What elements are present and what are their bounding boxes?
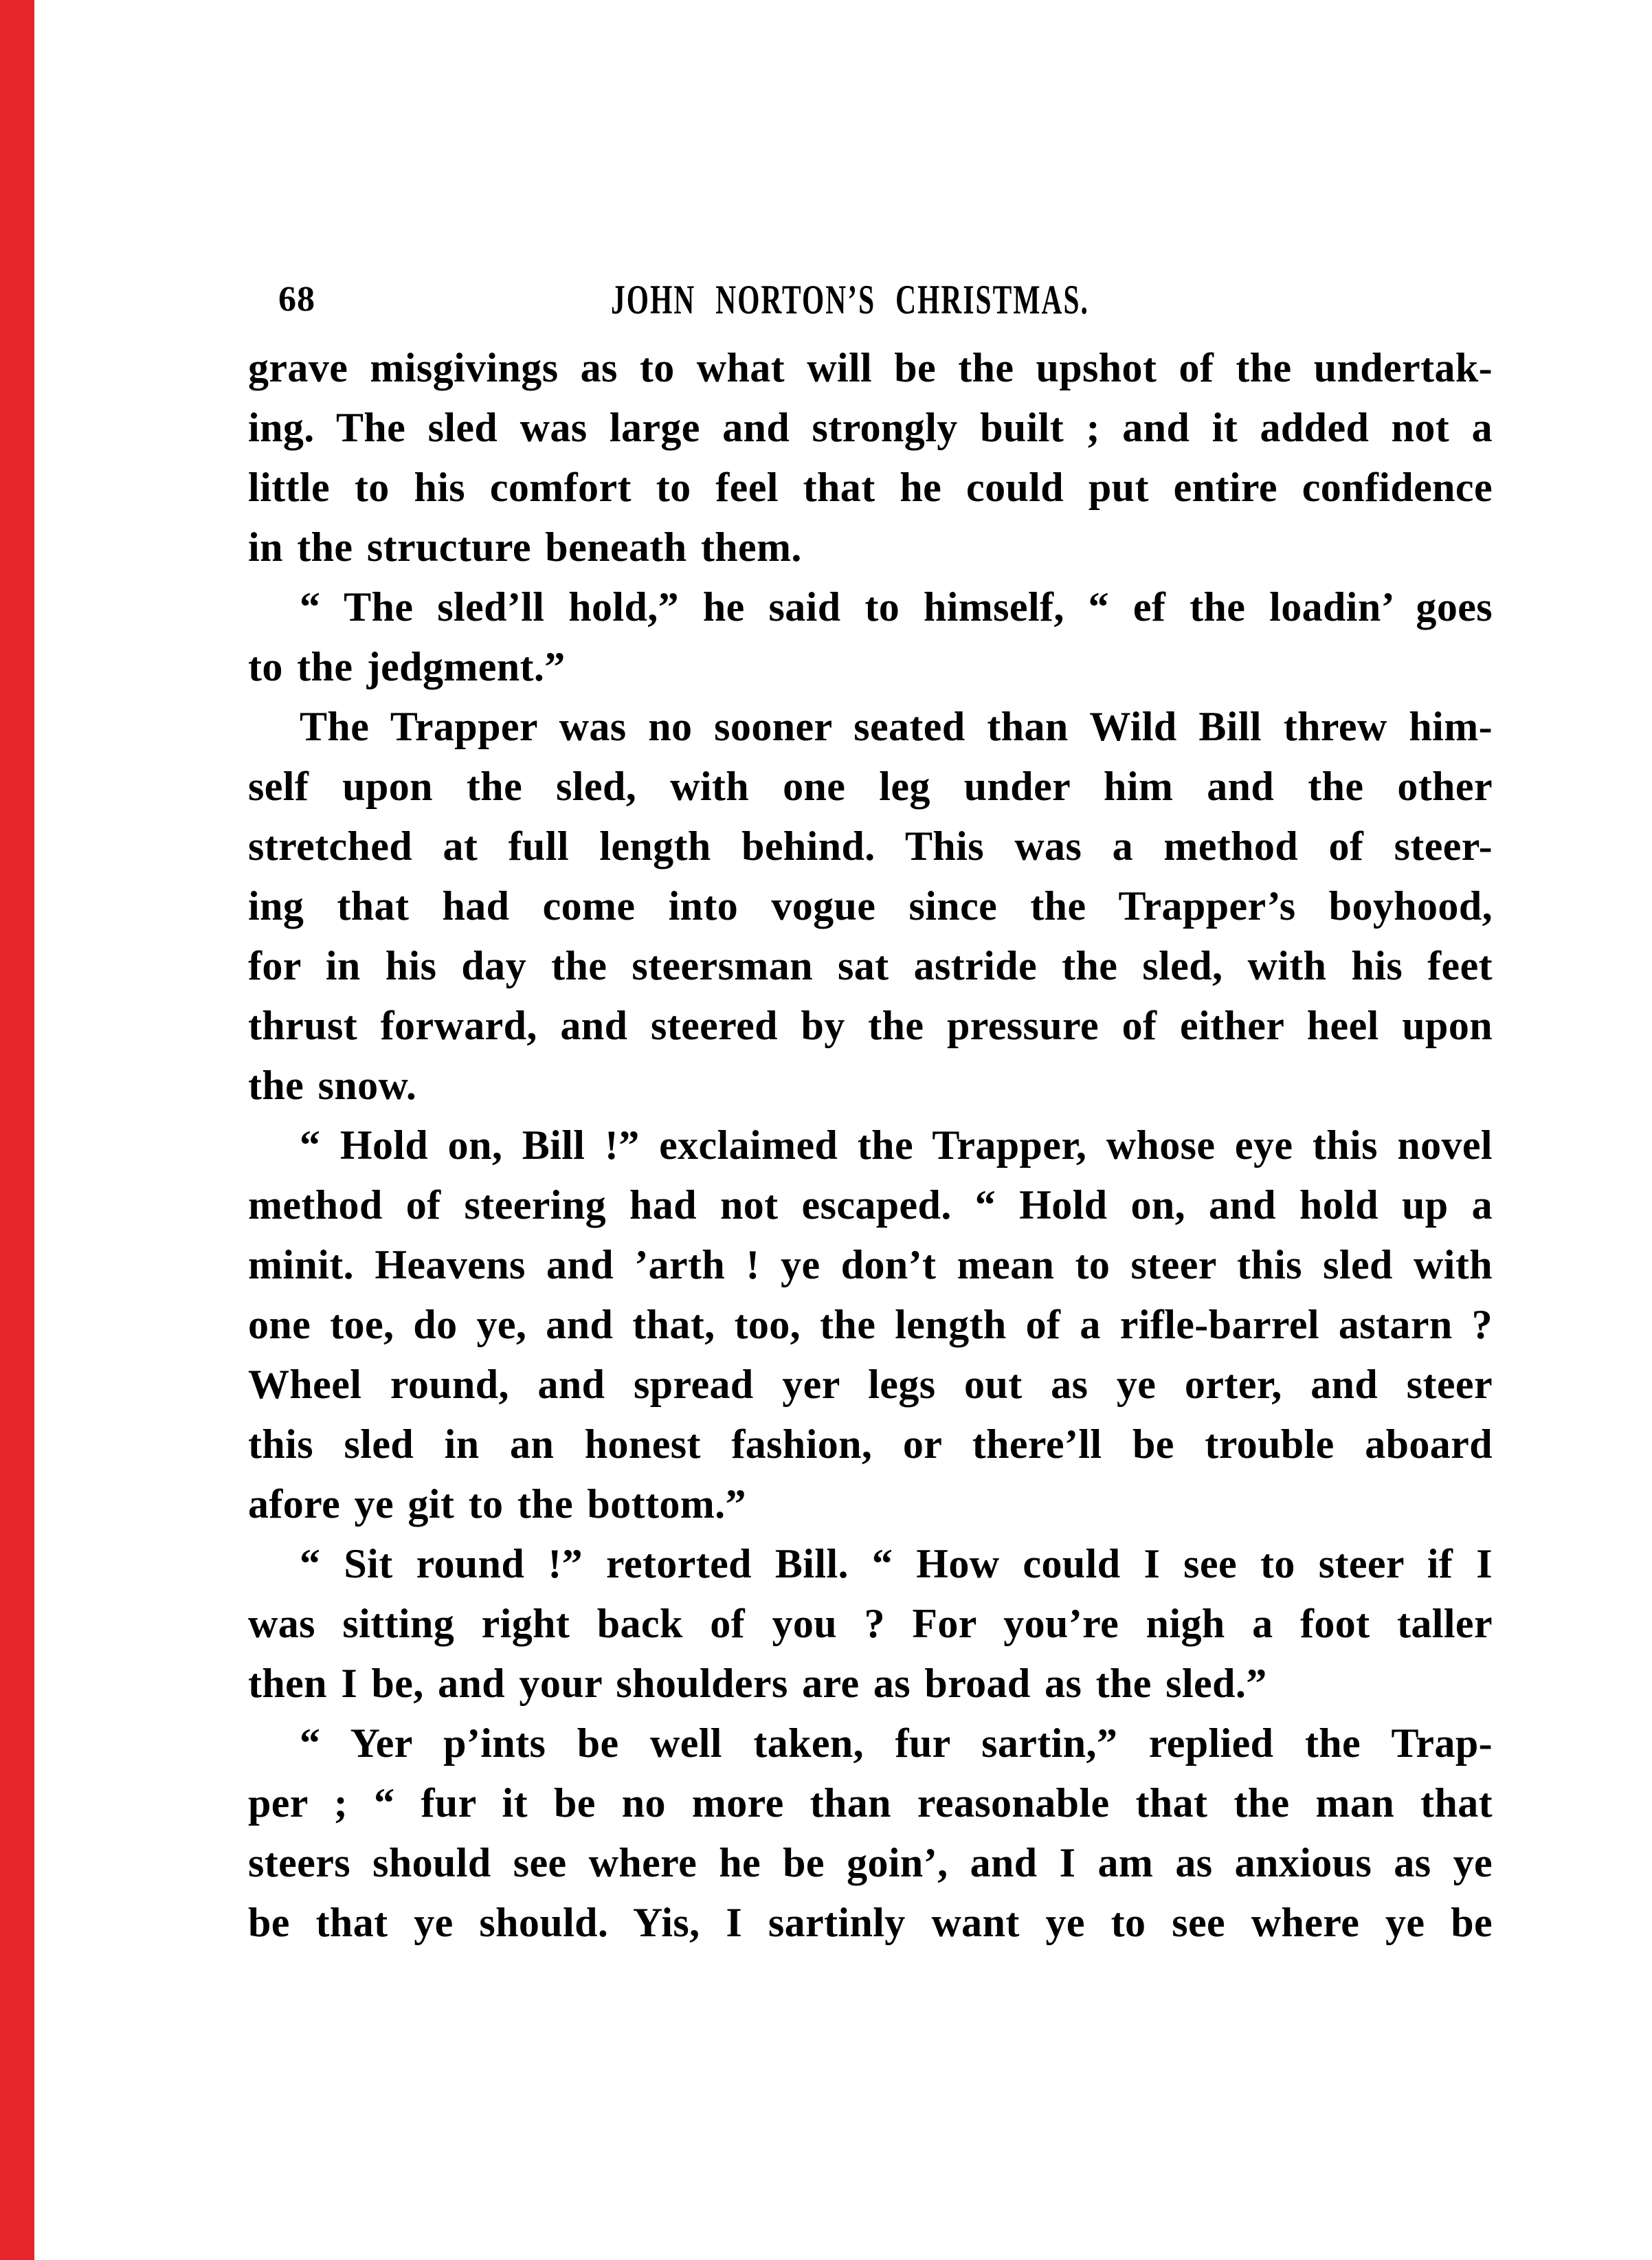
scan-edge-stripe xyxy=(0,0,34,2260)
running-title-wrap xyxy=(503,279,1196,320)
text-line: steers should see where he be goin’, and I am as anxious as ye xyxy=(248,1840,1493,1885)
text-line: was sitting right back of you ? For you’re nigh a foot taller xyxy=(248,1601,1493,1646)
page-number: 68 xyxy=(278,280,315,319)
text-line: ing. The sled was large and strongly built ; and it added not a xyxy=(248,405,1493,450)
text-line: thrust forward, and steered by the pressure of either heel upon xyxy=(248,1003,1493,1048)
text-line: for in his day the steersman sat astride the sled, with his feet xyxy=(248,943,1493,988)
text-line: in the structure beneath them. xyxy=(248,524,802,570)
text-line: The Trapper was no sooner seated than Wild Bill threw him- xyxy=(300,704,1493,749)
text-line: self upon the sled, with one leg under him and the other xyxy=(248,764,1493,809)
text-line: then I be, and your shoulders are as broad as the sled.” xyxy=(248,1661,1267,1706)
page-body-text xyxy=(248,338,1493,1953)
text-line: the snow. xyxy=(248,1063,417,1108)
text-line: one toe, do ye, and that, too, the length of a rifle-barrel astarn ? xyxy=(248,1302,1493,1347)
text-line: ing that had come into vogue since the Trapper’s boyhood, xyxy=(248,883,1493,929)
text-line: per ; “ fur it be no more than reasonable that the man that xyxy=(248,1780,1493,1826)
text-line: “ Hold on, Bill !” exclaimed the Trapper, whose eye this novel xyxy=(300,1122,1493,1168)
text-line: method of steering had not escaped. “ Hold on, and hold up a xyxy=(248,1182,1493,1228)
page-header xyxy=(248,278,1493,322)
text-line: grave misgivings as to what will be the upshot of the undertak- xyxy=(248,345,1493,390)
text-line: afore ye git to the bottom.” xyxy=(248,1481,746,1527)
text-line: stretched at full length behind. This was a method of steer- xyxy=(248,823,1493,869)
text-line: little to his comfort to feel that he could put entire confidence xyxy=(248,465,1493,510)
text-line: “ Sit round !” retorted Bill. “ How could I see to steer if I xyxy=(300,1541,1493,1586)
running-title: JOHN NORTON’S CHRISTMAS. xyxy=(610,277,1089,322)
text-line: “ Yer p’ints be well taken, fur sartin,” replied the Trap- xyxy=(300,1720,1493,1766)
text-line: be that ye should. Yis, I sartinly want ye to see where ye be xyxy=(248,1900,1493,1945)
text-line: “ The sled’ll hold,” he said to himself, “ ef the loadin’ goes xyxy=(300,584,1493,630)
text-line: this sled in an honest fashion, or there’ll be trouble aboard xyxy=(248,1421,1493,1467)
text-line: minit. Heavens and ’arth ! ye don’t mean to steer this sled with xyxy=(248,1242,1493,1287)
text-line: Wheel round, and spread yer legs out as ye orter, and steer xyxy=(248,1362,1493,1407)
text-line: to the jedgment.” xyxy=(248,644,566,689)
